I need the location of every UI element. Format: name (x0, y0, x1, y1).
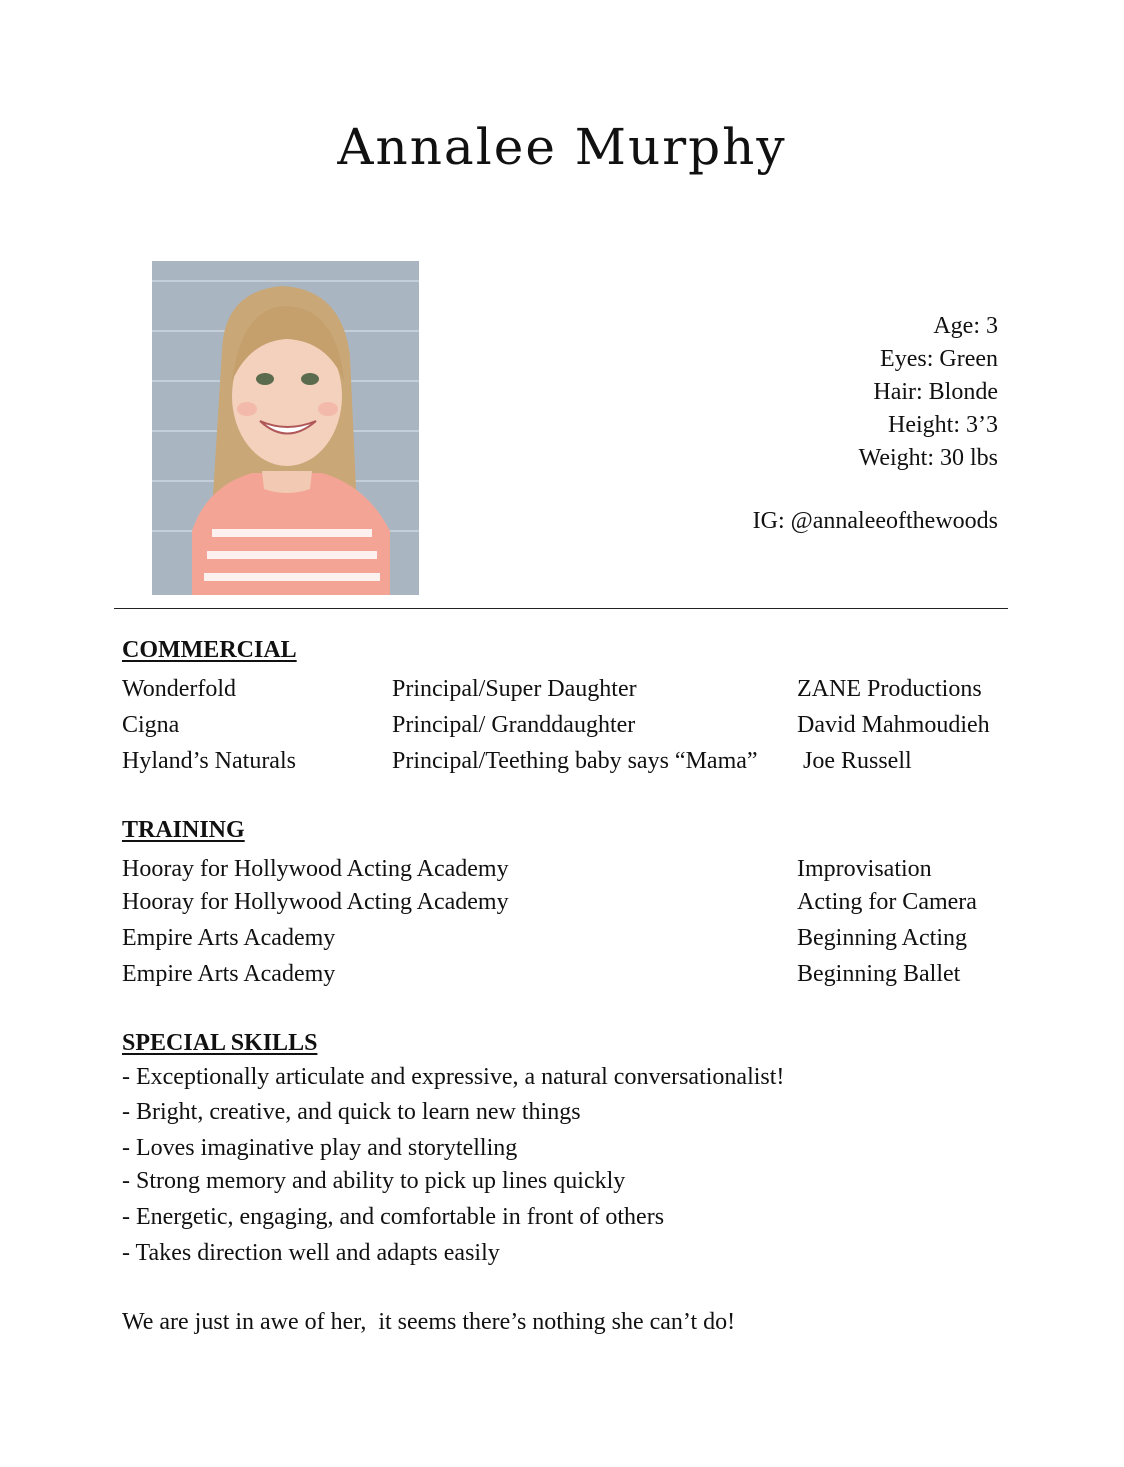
commercial-company: ZANE Productions (797, 676, 982, 702)
stat-hair: Hair: Blonde (873, 379, 998, 405)
commercial-project: Wonderfold (122, 676, 237, 702)
headshot-photo (152, 261, 419, 595)
training-course: Beginning Ballet (797, 961, 961, 987)
training-heading: TRAINING (122, 817, 245, 843)
commercial-heading: COMMERCIAL (122, 637, 297, 663)
training-school: Empire Arts Academy (122, 925, 336, 951)
stat-age: Age: 3 (933, 313, 998, 339)
skill-item: - Takes direction well and adapts easily (122, 1240, 500, 1266)
commercial-project: Hyland’s Naturals (122, 748, 296, 774)
commercial-row (122, 746, 1022, 776)
divider (114, 608, 1008, 609)
commercial-role: Principal/Teething baby says “Mama” (392, 748, 758, 774)
training-school: Hooray for Hollywood Acting Academy (122, 856, 509, 882)
skill-item: - Bright, creative, and quick to learn new things (122, 1099, 581, 1125)
training-course: Improvisation (797, 856, 932, 882)
skill-item: - Energetic, engaging, and comfortable in front of others (122, 1204, 665, 1230)
training-row (122, 887, 1022, 917)
commercial-company: Joe Russell (797, 748, 912, 774)
stats-block (753, 310, 998, 538)
skill-item: - Exceptionally articulate and expressive, a natural conversationalist! (122, 1064, 785, 1090)
skill-item: - Strong memory and ability to pick up lines quickly (122, 1168, 626, 1194)
training-course: Acting for Camera (797, 889, 977, 915)
training-row (122, 854, 1022, 884)
page-title: Annalee Murphy (337, 118, 787, 176)
instagram-handle: IG: @annaleeofthewoods (752, 508, 998, 534)
commercial-role: Principal/Super Daughter (392, 676, 637, 702)
commercial-row (122, 710, 1022, 740)
commercial-company: David Mahmoudieh (797, 712, 990, 738)
training-course: Beginning Acting (797, 925, 967, 951)
training-school: Empire Arts Academy (122, 961, 336, 987)
commercial-role: Principal/ Granddaughter (392, 712, 636, 738)
stat-eyes: Eyes: Green (880, 346, 998, 372)
stat-weight: Weight: 30 lbs (858, 445, 998, 471)
training-row (122, 959, 1022, 989)
training-row (122, 923, 1022, 953)
commercial-project: Cigna (122, 712, 180, 738)
training-school: Hooray for Hollywood Acting Academy (122, 889, 509, 915)
closing-statement: We are just in awe of her, it seems there’s nothing she can’t do! (122, 1309, 736, 1335)
stat-height: Height: 3’3 (888, 412, 998, 438)
commercial-row (122, 674, 1022, 704)
skills-heading: SPECIAL SKILLS (122, 1030, 318, 1056)
skill-item: - Loves imaginative play and storytelling (122, 1135, 518, 1161)
